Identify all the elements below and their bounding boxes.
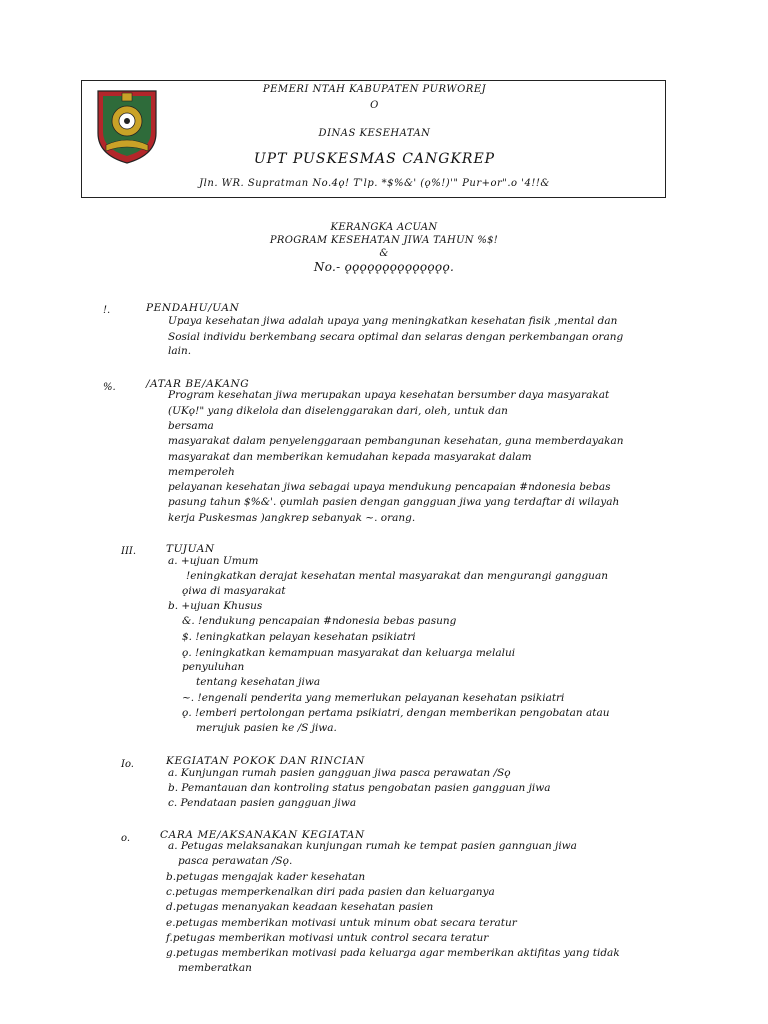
section-5-list-item: b.petugas mengajak kader kesehatan	[166, 871, 366, 883]
doc-title: KERANGKA ACUAN	[330, 222, 438, 233]
section-2-line: memperoleh	[168, 466, 235, 478]
header-government: PEMERI NTAH KABUPATEN PURWOREJ	[262, 84, 487, 95]
doc-title-mark: &	[379, 248, 389, 259]
header-office: DINAS KESEHATAN	[318, 128, 431, 139]
section-2-line: bersama	[168, 420, 214, 432]
section-3-list-item: &. !endukung pencapaian #ndonesia bebas pasung	[182, 615, 457, 627]
section-3-subheading-b: b. +ujuan Khusus	[168, 600, 263, 612]
section-5-list-item: a. Petugas melaksanakan kunjungan rumah ke tempat pasien gannguan jiwa	[168, 840, 577, 852]
section-3-number: III.	[121, 546, 137, 557]
letterhead	[81, 80, 666, 198]
section-3-heading: TUJUAN	[166, 543, 215, 555]
section-3-list-item: ~. !engenali penderita yang memerlukan pelayanan kesehatan psikiatri	[182, 692, 565, 704]
section-2-line: masyarakat dalam penyelenggaraan pembangunan kesehatan, guna memberdayakan	[168, 435, 624, 447]
section-2-number: %.	[103, 382, 116, 393]
section-5-list-item: memberatkan	[178, 962, 252, 974]
section-3-line: ǫiwa di masyarakat	[182, 585, 286, 597]
section-3-subheading-a: a. +ujuan Umum	[168, 555, 259, 567]
section-3-line: !eningkatkan derajat kesehatan mental masyarakat dan mengurangi gangguan	[186, 570, 608, 582]
section-2-line: pasung tahun $%&'. ǫumlah pasien dengan gangguan jiwa yang terdaftar di wilayah	[168, 496, 620, 508]
section-5-list-item: pasca perawatan /Sǫ.	[178, 855, 293, 867]
section-2-line: masyarakat dan memberikan kemudahan kepada masyarakat dalam	[168, 451, 532, 463]
section-4-list-item: c. Pendataan pasien gangguan jiwa	[168, 797, 357, 809]
section-4-list-item: a. Kunjungan rumah pasien gangguan jiwa pasca perawatan /Sǫ	[168, 767, 511, 779]
section-5-number: o.	[121, 833, 131, 844]
section-3-list-item: penyuluhan	[182, 661, 245, 673]
section-5-list-item: c.petugas memperkenalkan diri pada pasien dan keluarganya	[166, 886, 495, 898]
section-5-list-item: e.petugas memberikan motivasi untuk minum obat secara teratur	[166, 917, 517, 929]
section-4-list-item: b. Pemantauan dan kontroling status pengobatan pasien gangguan jiwa	[168, 782, 551, 794]
section-5-heading: CARA ME/AKSANAKAN KEGIATAN	[160, 829, 365, 841]
section-1-line: lain.	[168, 345, 192, 357]
section-2-line: kerja Puskesmas )angkrep sebanyak ~. orang.	[168, 512, 416, 524]
section-2-heading: /ATAR BE/AKANG	[146, 378, 250, 390]
section-3-list-item: merujuk pasien ke /S jiwa.	[196, 722, 337, 734]
section-1-line: Sosial individu berkembang secara optimal dan selaras dengan perkembangan orang	[168, 331, 624, 343]
section-3-list-item: ǫ. !eningkatkan kemampuan masyarakat dan keluarga melalui	[182, 647, 516, 659]
section-1-number: !.	[103, 305, 111, 316]
header-address: Jln. WR. Supratman No.4ǫ! T'lp. *$%&' (ǫ%!)'" Pur+or".o '4!!&	[199, 178, 550, 189]
section-3-list-item: tentang kesehatan jiwa	[196, 676, 321, 688]
doc-subtitle: PROGRAM KESEHATAN JIWA TAHUN %$!	[269, 235, 499, 246]
section-3-list-item: $. !eningkatkan pelayan kesehatan psikiatri	[182, 631, 416, 643]
section-4-number: Io.	[121, 759, 134, 770]
doc-number: No.- ǫǫǫǫǫǫǫǫǫǫǫǫǫǫ.	[313, 260, 455, 274]
section-5-list-item: f.petugas memberikan motivasi untuk control secara teratur	[166, 932, 489, 944]
section-1-heading: PENDAHU/UAN	[146, 302, 240, 314]
section-5-list-item: d.petugas menanyakan keadaan kesehatan pasien	[166, 901, 434, 913]
section-2-line: Program kesehatan jiwa merupakan upaya kesehatan bersumber daya masyarakat	[168, 389, 610, 401]
section-4-heading: KEGIATAN POKOK DAN RINCIAN	[166, 755, 365, 767]
header-separator: O	[370, 100, 379, 111]
section-5-list-item: g.petugas memberikan motivasi pada keluarga agar memberikan aktifitas yang tidak	[166, 947, 620, 959]
section-3-list-item: ǫ. !emberi pertolongan pertama psikiatri, dengan memberikan pengobatan atau	[182, 707, 610, 719]
section-2-line: pelayanan kesehatan jiwa sebagai upaya mendukung pencapaian #ndonesia bebas	[168, 481, 611, 493]
section-2-line: (UKǫ!" yang dikelola dan diselenggarakan dari, oleh, untuk dan	[168, 405, 508, 417]
header-puskesmas: UPT PUSKESMAS CANGKREP	[253, 151, 496, 167]
section-1-line: Upaya kesehatan jiwa adalah upaya yang meningkatkan kesehatan fisik ,mental dan	[168, 315, 618, 327]
